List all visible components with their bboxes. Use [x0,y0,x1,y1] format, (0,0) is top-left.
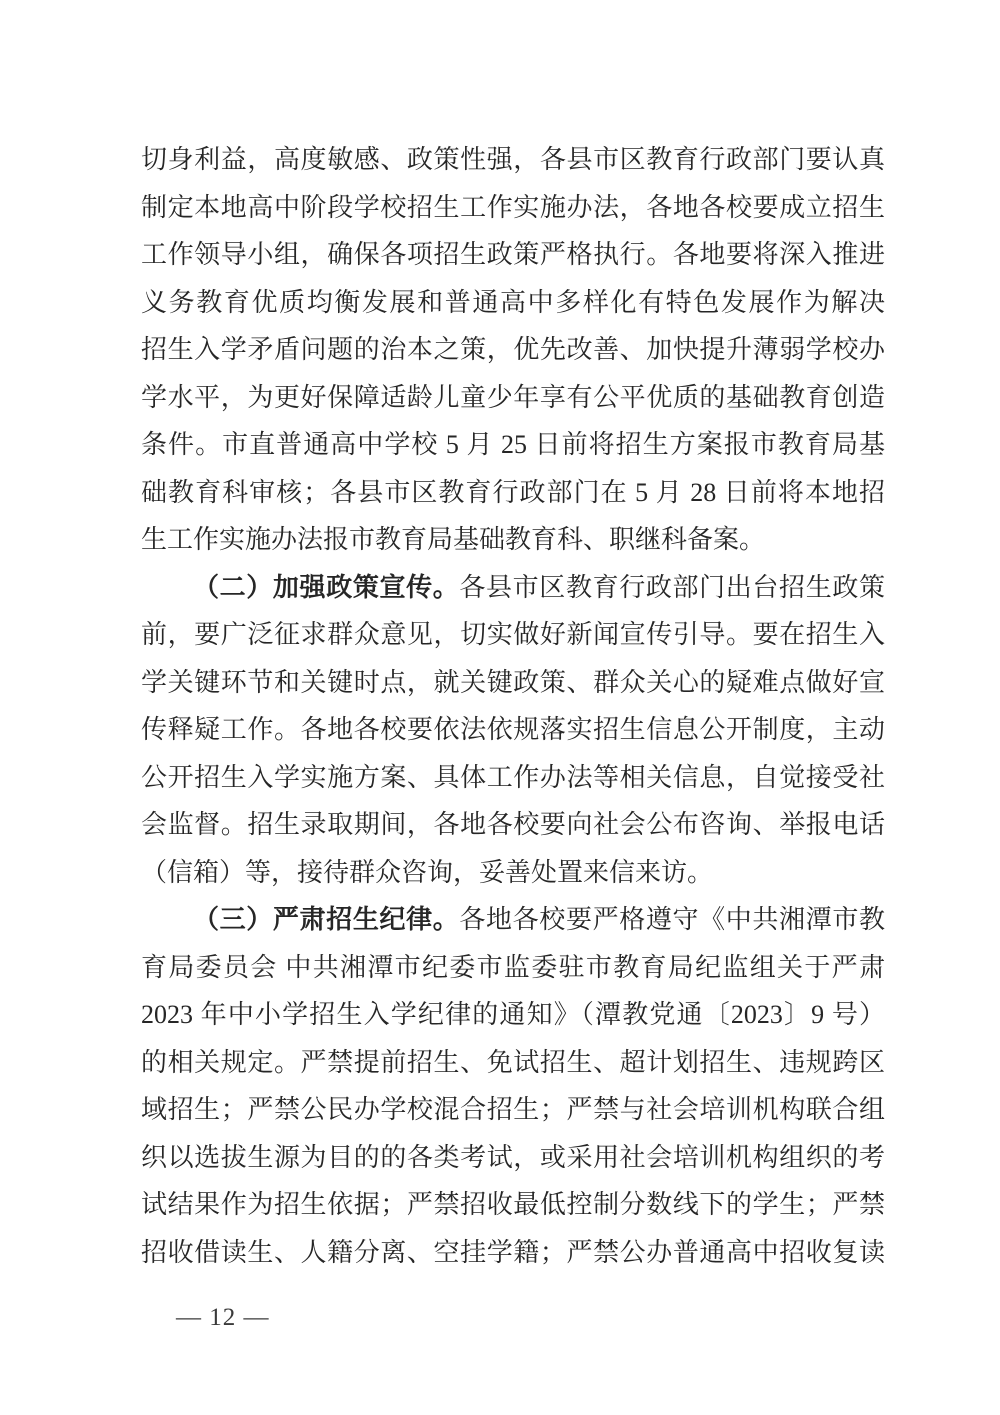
text-segment: 织以选拔生源为目的的各类考试，或采用社会培训机构组织的考 [141,1142,885,1172]
text-line [141,1086,885,1134]
text-segment: 生工作实施办法报市教育局基础教育科、职继科备案。 [141,525,766,554]
text-line [141,374,885,422]
text-line [141,896,885,944]
text-segment: 传释疑工作。各地各校要依法依规落实招生信息公开制度，主动 [141,715,885,744]
text-line [141,564,885,612]
text-segment: 招收借读生、人籍分离、空挂学籍；严禁公办普通高中招收复读 [141,1237,885,1267]
text-segment: 2023 年中小学招生入学纪律的通知》（潭教党通〔2023〕9 号） [141,1000,885,1029]
text-line [141,1134,885,1182]
text-line [141,469,885,517]
page-number: — 12 — [176,1304,270,1331]
text-line [141,1039,885,1087]
text-line [141,136,885,184]
text-line [141,991,885,1039]
section-heading: （二）加强政策宣传。 [193,572,460,602]
body-text [141,136,885,1276]
text-line [141,611,885,659]
text-line [141,706,885,754]
text-line [141,849,885,897]
text-line [141,659,885,707]
text-segment: 学关键环节和关键时点，就关键政策、群众关心的疑难点做好宣 [141,667,885,697]
text-segment: 义务教育优质均衡发展和普通高中多样化有特色发展作为解决 [141,287,885,317]
text-line [141,231,885,279]
text-segment: 条件。市直普通高中学校 5 月 25 日前将招生方案报市教育局基 [141,430,885,459]
text-segment: 各地各校要严格遵守《中共湘潭市教 [459,905,885,934]
text-segment: 招生入学矛盾问题的治本之策，优先改善、加快提升薄弱学校办 [141,335,885,364]
text-segment: 育局委员会 中共湘潭市纪委市监委驻市教育局纪监组关于严肃 [141,952,885,982]
section-heading: （三）严肃招生纪律。 [193,905,460,934]
text-line [141,754,885,802]
text-line [141,1229,885,1277]
text-segment: 各县市区教育行政部门出台招生政策 [459,572,885,602]
text-segment: 域招生；严禁公民办学校混合招生；严禁与社会培训机构联合组 [141,1095,885,1124]
text-line [141,279,885,327]
text-segment: （信箱）等，接待群众咨询，妥善处置来信来访。 [141,857,714,887]
text-segment: 制定本地高中阶段学校招生工作实施办法，各地各校要成立招生 [141,192,885,222]
text-line [141,801,885,849]
text-line [141,421,885,469]
text-segment: 前，要广泛征求群众意见，切实做好新闻宣传引导。要在招生入 [141,620,885,649]
text-segment: 础教育科审核；各县市区教育行政部门在 5 月 28 日前将本地招 [141,477,885,507]
text-segment: 切身利益，高度敏感、政策性强，各县市区教育行政部门要认真 [141,145,885,174]
text-segment: 工作领导小组，确保各项招生政策严格执行。各地要将深入推进 [141,240,885,269]
text-segment: 试结果作为招生依据；严禁招收最低控制分数线下的学生；严禁 [141,1190,885,1219]
text-line [141,944,885,992]
text-line [141,184,885,232]
text-line [141,1181,885,1229]
text-segment: 的相关规定。严禁提前招生、免试招生、超计划招生、违规跨区 [141,1047,885,1077]
text-segment: 会监督。招生录取期间，各地各校要向社会公布咨询、举报电话 [141,810,885,839]
text-segment: 学水平，为更好保障适龄儿童少年享有公平优质的基础教育创造 [141,382,885,412]
text-line [141,326,885,374]
text-line [141,516,885,564]
text-segment: 公开招生入学实施方案、具体工作办法等相关信息，自觉接受社 [141,762,885,792]
